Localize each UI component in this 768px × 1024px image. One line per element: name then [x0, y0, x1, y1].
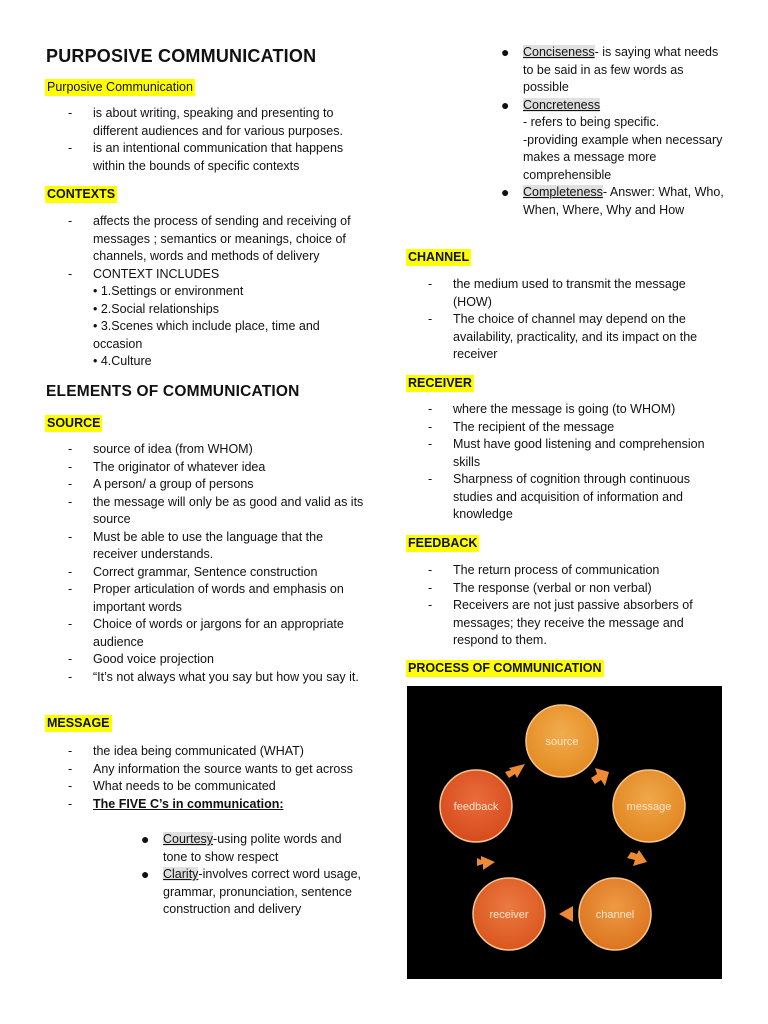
list-item [46, 796, 366, 814]
list-item: - The response (verbal or non verbal) [406, 580, 728, 598]
list-item: - the medium used to transmit the message (HOW) [406, 276, 728, 311]
list-item [501, 96, 728, 185]
arrow-icon [559, 906, 573, 922]
context-sub-item: • 2.Social relationships [93, 301, 219, 316]
purposive-heading: Purposive Communication [47, 80, 193, 94]
source-heading: SOURCE [47, 416, 101, 430]
receiver-list [406, 401, 728, 524]
list-item: - is an intentional communication that happens within the bounds of specific contexts [46, 140, 366, 175]
receiver-label: receiver [489, 909, 529, 921]
arrow-icon [627, 850, 647, 866]
c-text: -providing example when necessary makes a message more comprehensible [523, 132, 723, 182]
c-term: Clarity [163, 867, 199, 881]
process-heading: PROCESS OF COMMUNICATION [408, 661, 602, 675]
context-sub-item: • 3.Scenes which include place, time and occasion [93, 319, 320, 351]
list-item: - source of idea (from WHOM) [46, 441, 366, 459]
channel-list [406, 276, 728, 364]
arrow-icon [505, 764, 525, 778]
elements-title: ELEMENTS OF COMMUNICATION [46, 383, 300, 400]
list-item [46, 266, 366, 371]
receiver-heading: RECEIVER [408, 376, 472, 390]
list-item: - What needs to be communicated [46, 778, 366, 796]
page-title: PURPOSIVE COMMUNICATION [46, 46, 317, 66]
contexts-heading: CONTEXTS [47, 187, 116, 201]
c-term: Conciseness [523, 45, 595, 59]
list-item: - Any information the source wants to get across [46, 761, 366, 779]
bullet-icon: ● [141, 866, 150, 882]
message-label: message [626, 801, 672, 813]
c-text: -involves correct word usage, grammar, pronunciation, sentence construction and delivery [163, 867, 361, 916]
bullet-icon: ● [501, 184, 510, 200]
list-item [141, 831, 363, 866]
list-item: - where the message is going (to WHOM) [406, 401, 728, 419]
contexts-list [46, 213, 366, 371]
message-list [46, 743, 366, 813]
list-item: - affects the process of sending and receiving of messages ; semantics or meanings, choice of channels, words and methods of delivery [46, 213, 366, 266]
list-item: - “It’s not always what you say but how you say it. [46, 669, 366, 687]
process-diagram-svg [407, 686, 722, 979]
bullet-icon: ● [501, 44, 510, 60]
list-item: - Correct grammar, Sentence construction [46, 564, 366, 582]
context-includes-label: CONTEXT INCLUDES [93, 266, 220, 281]
list-item: - Choice of words or jargons for an appropriate audience [46, 616, 366, 651]
context-sub-item: • 1.Settings or environment [93, 284, 244, 298]
list-item [141, 866, 363, 919]
bullet-icon: ● [501, 96, 510, 113]
message-heading: MESSAGE [47, 716, 110, 730]
list-item: - The choice of channel may depend on the availability, practicality, and its impact on the receiver [406, 311, 728, 364]
process-diagram [407, 686, 722, 979]
arrow-icon [477, 856, 495, 870]
five-cs-label: The FIVE C’s in communication: [93, 796, 284, 811]
channel-label: channel [595, 909, 635, 921]
list-item: - Must have good listening and comprehension skills [406, 436, 728, 471]
list-item: - Receivers are not just passive absorbers of messages; they receive the message and respond to them. [406, 597, 728, 650]
c-text: -using polite words and tone to show respect [163, 832, 342, 864]
feedback-heading: FEEDBACK [408, 536, 478, 550]
list-item: - A person/ a group of persons [46, 476, 366, 494]
feedback-label: feedback [453, 801, 499, 813]
list-item: - the idea being communicated (WHAT) [46, 743, 366, 761]
list-item: - The originator of whatever idea [46, 459, 366, 477]
c-term: Courtesy [163, 832, 214, 846]
purposive-list [46, 105, 366, 175]
feedback-list [406, 562, 728, 650]
c-term: Concreteness [523, 97, 601, 112]
c-term: Completeness [523, 185, 603, 199]
list-item: - The return process of communication [406, 562, 728, 580]
list-item: - is about writing, speaking and presenting to different audiences and for various purposes. [46, 105, 366, 140]
five-cs-right [501, 44, 728, 219]
list-item: - Good voice projection [46, 651, 366, 669]
c-text: - refers to being specific. [523, 115, 660, 129]
list-item: - Sharpness of cognition through continuous studies and acquisition of information and knowledge [406, 471, 728, 524]
channel-heading: CHANNEL [408, 250, 470, 264]
c-text: - Answer: What, Who, When, Where, Why and How [523, 185, 724, 217]
source-label: source [545, 736, 579, 748]
list-item: - The recipient of the message [406, 419, 728, 437]
context-sub-item: • 4.Culture [93, 354, 152, 368]
list-item [501, 44, 728, 97]
list-item: - Must be able to use the language that the receiver understands. [46, 529, 366, 564]
source-list [46, 441, 366, 686]
five-cs-left [141, 831, 363, 919]
list-item: - Proper articulation of words and emphasis on important words [46, 581, 366, 616]
bullet-icon: ● [141, 831, 150, 847]
list-item: - the message will only be as good and valid as its source [46, 494, 366, 529]
list-item [501, 184, 728, 219]
c-text: - is saying what needs to be said in as few words as possible [523, 45, 719, 94]
arrow-icon [591, 768, 609, 786]
